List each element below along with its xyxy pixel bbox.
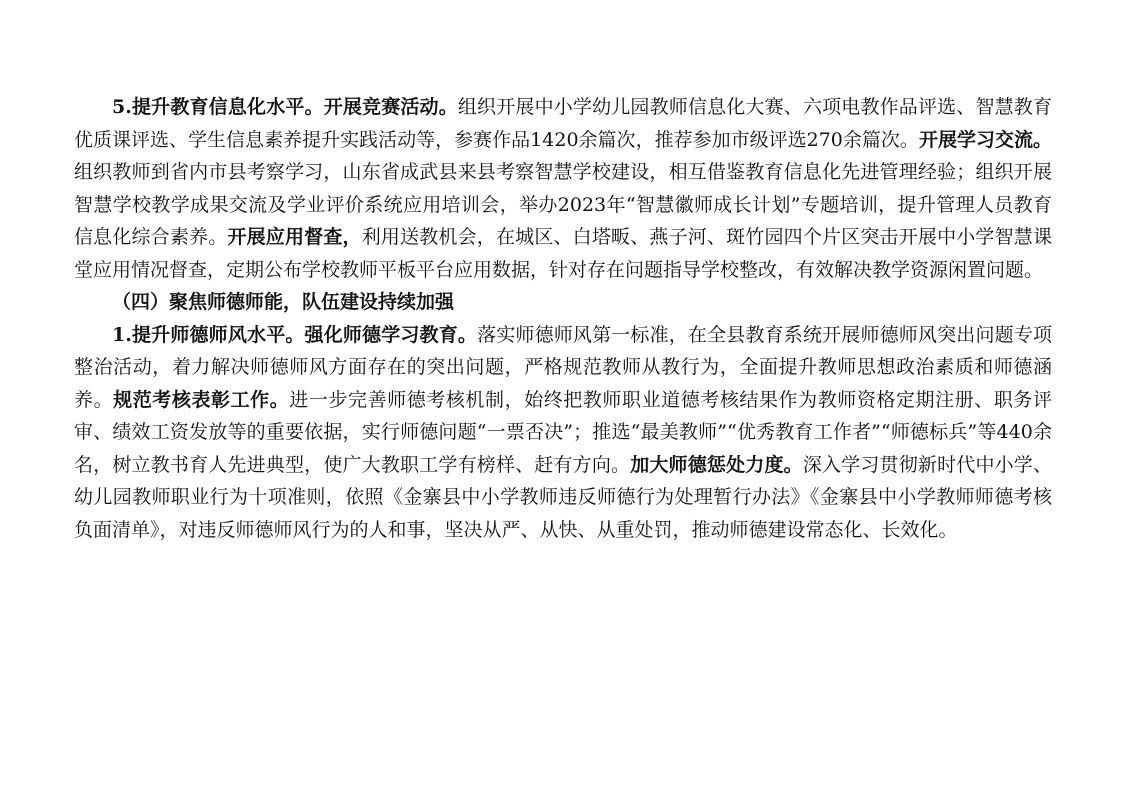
text-run: 组织开展中小学幼儿园教师信息化大赛、六项电教作品评选、智慧教育优质课评选、学生信息素养提升实践活动等，参赛作品1420余篇次，推荐参加市级评选270余篇次。	[74, 96, 1052, 151]
heading-run: 加大师德惩处力度。	[630, 453, 803, 476]
paragraph-teacher-ethics	[74, 319, 1052, 547]
document-body	[74, 91, 1052, 546]
text-run: 进一步完善师德考核机制，始终把教师职业道德考核结果作为教师资格定期注册、职务评审、绩效工资发放等的重要依据，实行师德问题“一票否决”；推选“最美教师”“优秀教育工作者”“师德标兵”等440余名，树立教书育人先进典型，使广大教职工学有榜样、赶有方向。	[74, 388, 1052, 476]
heading-run: 开展学习交流。	[918, 128, 1052, 151]
section-heading: （四）聚焦师德师能，队伍建设持续加强	[112, 291, 455, 313]
heading-run: 5.提升教育信息化水平。开展竞赛活动。	[112, 96, 458, 118]
text-run: 利用送教机会，在城区、白塔畈、燕子河、斑竹园四个片区突击开展中小学智慧课堂应用情况督查，定期公布学校教师平板平台应用数据，针对存在问题指导学校整改，有效解决教学资源闲置问题。	[74, 226, 1052, 281]
heading-run: 1.提升师德师风水平。强化师德学习教育。	[112, 323, 478, 346]
heading-run: 开展应用督查，	[227, 226, 362, 248]
text-run: 落实师德师风第一标准，在全县教育系统开展师德师风突出问题专项整治活动，着力解决师德师风方面存在的突出问题，严格规范教师从教行为，全面提升教师思想政治素质和师德涵养。	[74, 323, 1052, 411]
paragraph-education-informatization	[74, 91, 1052, 286]
text-run: 组织教师到省内市县考察学习，山东省成武县来县考察智慧学校建设，相互借鉴教育信息化先进管理经验；组织开展智慧学校教学成果交流及学业评价系统应用培训会，举办2023年“智慧徽师成长计划”专题培训，提升管理人员教育信息化综合素养。	[74, 161, 1052, 248]
text-run: 深入学习贯彻新时代中小学、幼儿园教师职业行为十项准则，依照《金寨县中小学教师违反师德行为处理暂行办法》《金寨县中小学教师师德考核负面清单》，对违反师德师风行为的人和事，坚决从严、从快、从重处罚，推动师德建设常态化、长效化。	[74, 453, 1052, 541]
heading-run: 规范考核表彰工作。	[113, 388, 290, 411]
